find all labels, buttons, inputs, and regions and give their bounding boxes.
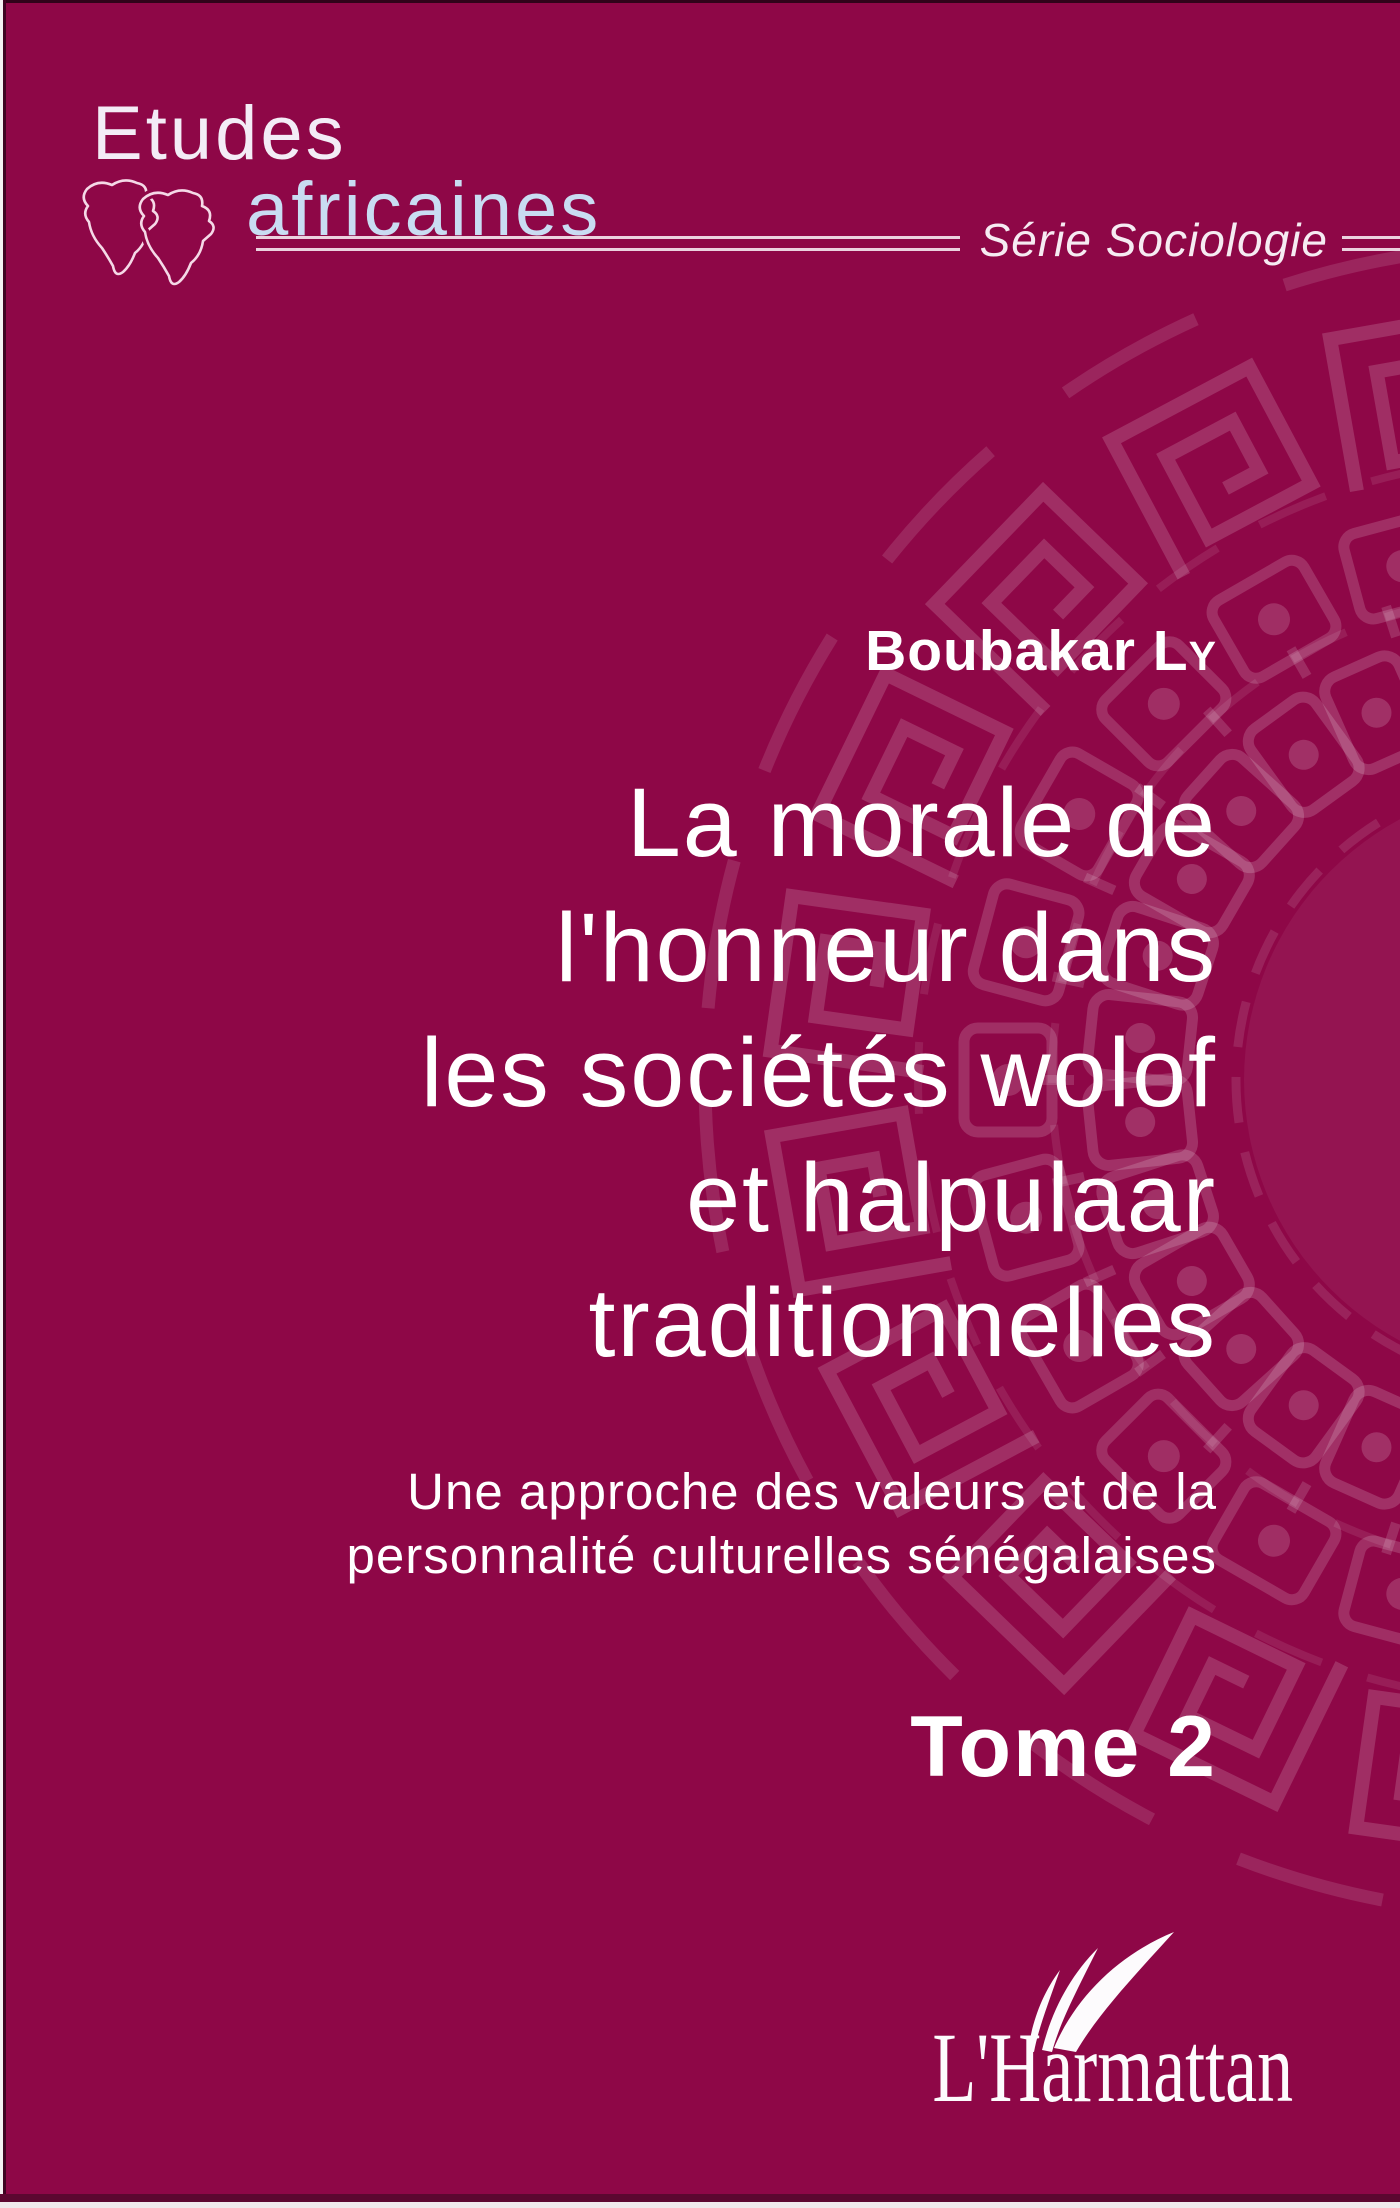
title-line: l'honneur dans: [555, 893, 1217, 1002]
publisher-name: L'Harmattan: [932, 2012, 1293, 2123]
series-label: Série Sociologie: [979, 214, 1328, 266]
author-name-main: Boubakar L: [865, 619, 1189, 683]
title-line: La morale de: [626, 768, 1217, 877]
collection-name-line1: Etudes: [92, 91, 347, 176]
africa-logo-icon: [74, 176, 246, 308]
bottom-edge-white: [0, 2202, 1400, 2208]
top-edge-line: [0, 0, 1400, 3]
series-rule-right: [1342, 236, 1400, 251]
volume-label: Tome 2: [910, 1699, 1217, 1795]
author-name: [865, 618, 1217, 684]
collection-name-line2: africaines: [246, 167, 602, 252]
subtitle-line: personnalité culturelles sénégalaises: [346, 1527, 1217, 1584]
left-edge-dark: [3, 0, 6, 2208]
author-name-smallcap: Y: [1188, 633, 1217, 679]
series-rule-left: [256, 236, 960, 251]
book-title: [421, 760, 1217, 1385]
title-line: et halpulaar: [686, 1143, 1217, 1252]
bottom-edge-dark: [0, 2194, 1400, 2202]
title-line: les sociétés wolof: [420, 1018, 1217, 1127]
subtitle-line: Une approche des valeurs et de la: [407, 1463, 1217, 1520]
book-subtitle: [346, 1460, 1217, 1588]
title-line: traditionnelles: [588, 1268, 1217, 1377]
series-rule-row: [256, 214, 1400, 266]
